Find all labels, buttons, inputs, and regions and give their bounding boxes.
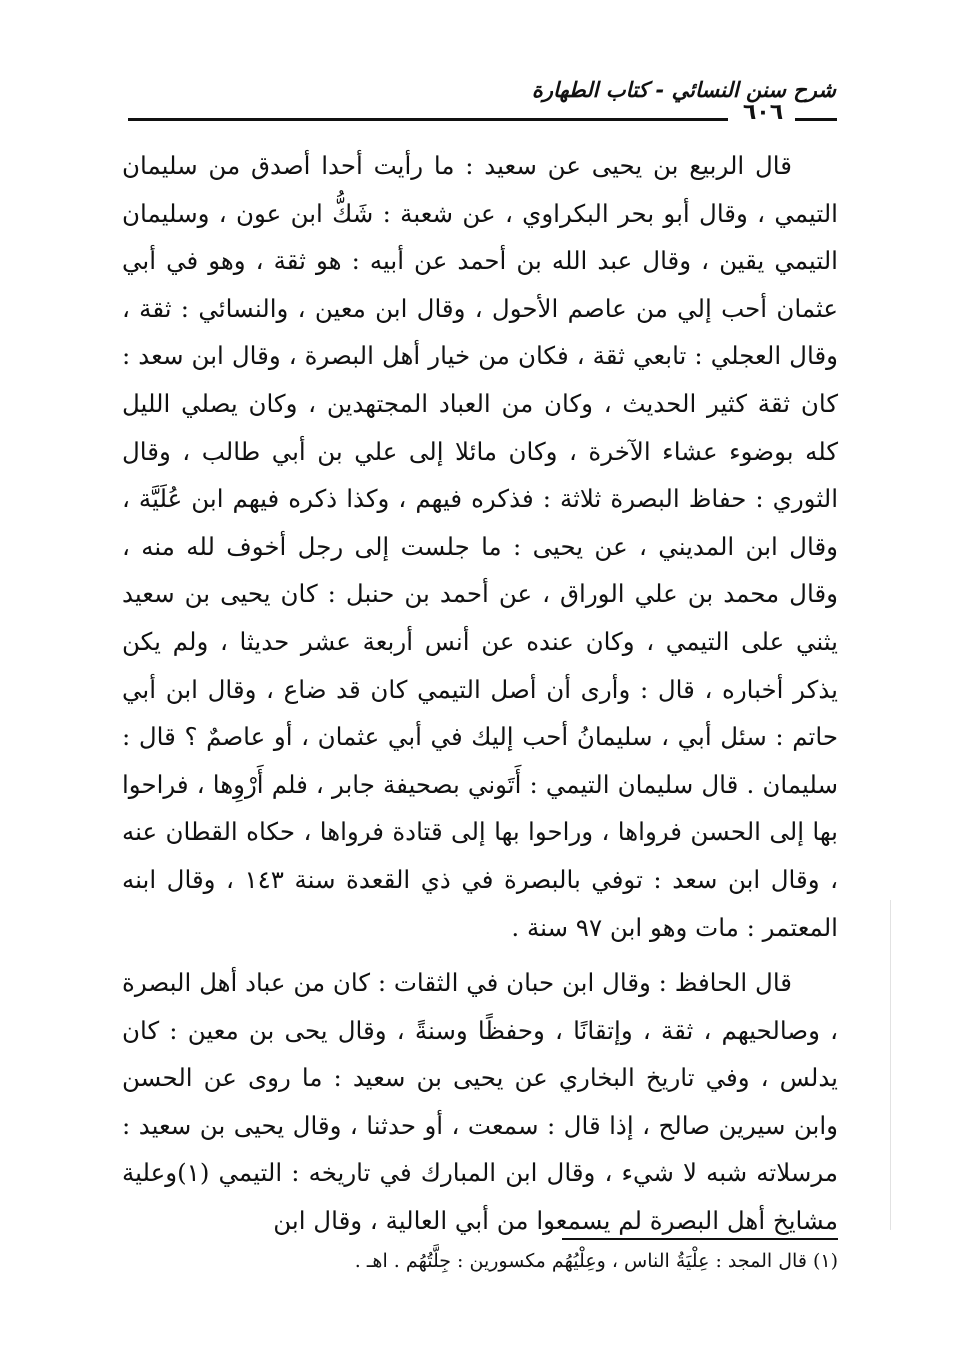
footnote-separator bbox=[562, 1238, 838, 1240]
paragraph-1: قال الربيع بن يحيى عن سعيد : ما رأيت أحدا أصدق من سليمان التيمي ، وقال أبو بحر البكراوي ، عن شعبة : شَكُّ ابن عون ، وسليمان التيمي يقين ، وقال عبد الله بن أحمد عن أبيه : هو ثقة ، وهو في أبي عثمان أحب إلي من عاصم الأحول ، وقال ابن معين ، والنسائي : ثقة ، وقال العجلي : تابعي ثقة ، فكان من خيار أهل البصرة ، وقال ابن سعد : كان ثقة كثير الحديث ، وكان من العباد المجتهدين ، وكان يصلي الليل كله بوضوء عشاء الآخرة ، وكان مائلا إلى علي بن أبي طالب ، وقال الثوري : حفاظ البصرة ثلاثة : فذكره فيهم ، وكذا ذكره فيهم ابن عُلَيَّة ، وقال ابن المديني ، عن يحيى : ما جلست إلى رجل أخوف لله منه ، وقال محمد بن علي الوراق ، عن أحمد بن حنبل : كان يحيى بن سعيد يثني على التيمي ، وكان عنده عن أنس أربعة عشر حديثا ، ولم يكن يذكر أخباره ، قال : وأرى أن أصل التيمي كان قد ضاع ، وقال ابن أبي حاتم : سئل أبي ، سليمانُ أحب إليك في أبي عثمان ، أو عاصمٌ ؟ قال : سليمان . قال سليمان التيمي : أَتَوني بصحيفة جابر ، فلم أَرْوِها ، فراحوا بها إلى الحسن فرواها ، وراحوا بها إلى قتادة فرواها ، حكاه القطان عنه ، وقال ابن سعد : توفي بالبصرة في ذي القعدة سنة ١٤٣ ، وقال ابنه المعتمر : مات وهو ابن ٩٧ سنة . bbox=[122, 151, 838, 942]
header-rule bbox=[128, 118, 728, 121]
main-text bbox=[122, 142, 838, 1245]
paragraph-2: قال الحافظ : وقال ابن حبان في الثقات : كان من عباد أهل البصرة ، وصالحيهم ، ثقة ، وإتقانًا ، وحفظًا وسنةً ، وقال يحى بن معين : كان يدلس ، وفي تاريخ البخاري عن يحيى بن سعيد : ما روى عن الحسن وابن سيرين صالح ، إذا قال : سمعت ، أو حدثنا ، وقال يحيى بن سعيد : مرسلاته شبه لا شيء ، وقال ابن المبارك في تاريخه : التيمي (١)وعلية مشايخ أهل البصرة لم يسمعوا من أبي العالية ، وقال ابن bbox=[122, 968, 838, 1236]
page-number: ٦٠٦ bbox=[742, 100, 784, 125]
footnote-1: (١) قال المجد : عِلْيَةُ الناس ، وعِلْيُهُم مكسورين : جِلَّتُهُم . اهـ . bbox=[354, 1250, 838, 1272]
header-rule-short bbox=[795, 118, 837, 121]
scan-margin-line bbox=[890, 900, 891, 1230]
running-header-title: شرح سنن النسائي - كتاب الطهارة bbox=[531, 78, 836, 102]
